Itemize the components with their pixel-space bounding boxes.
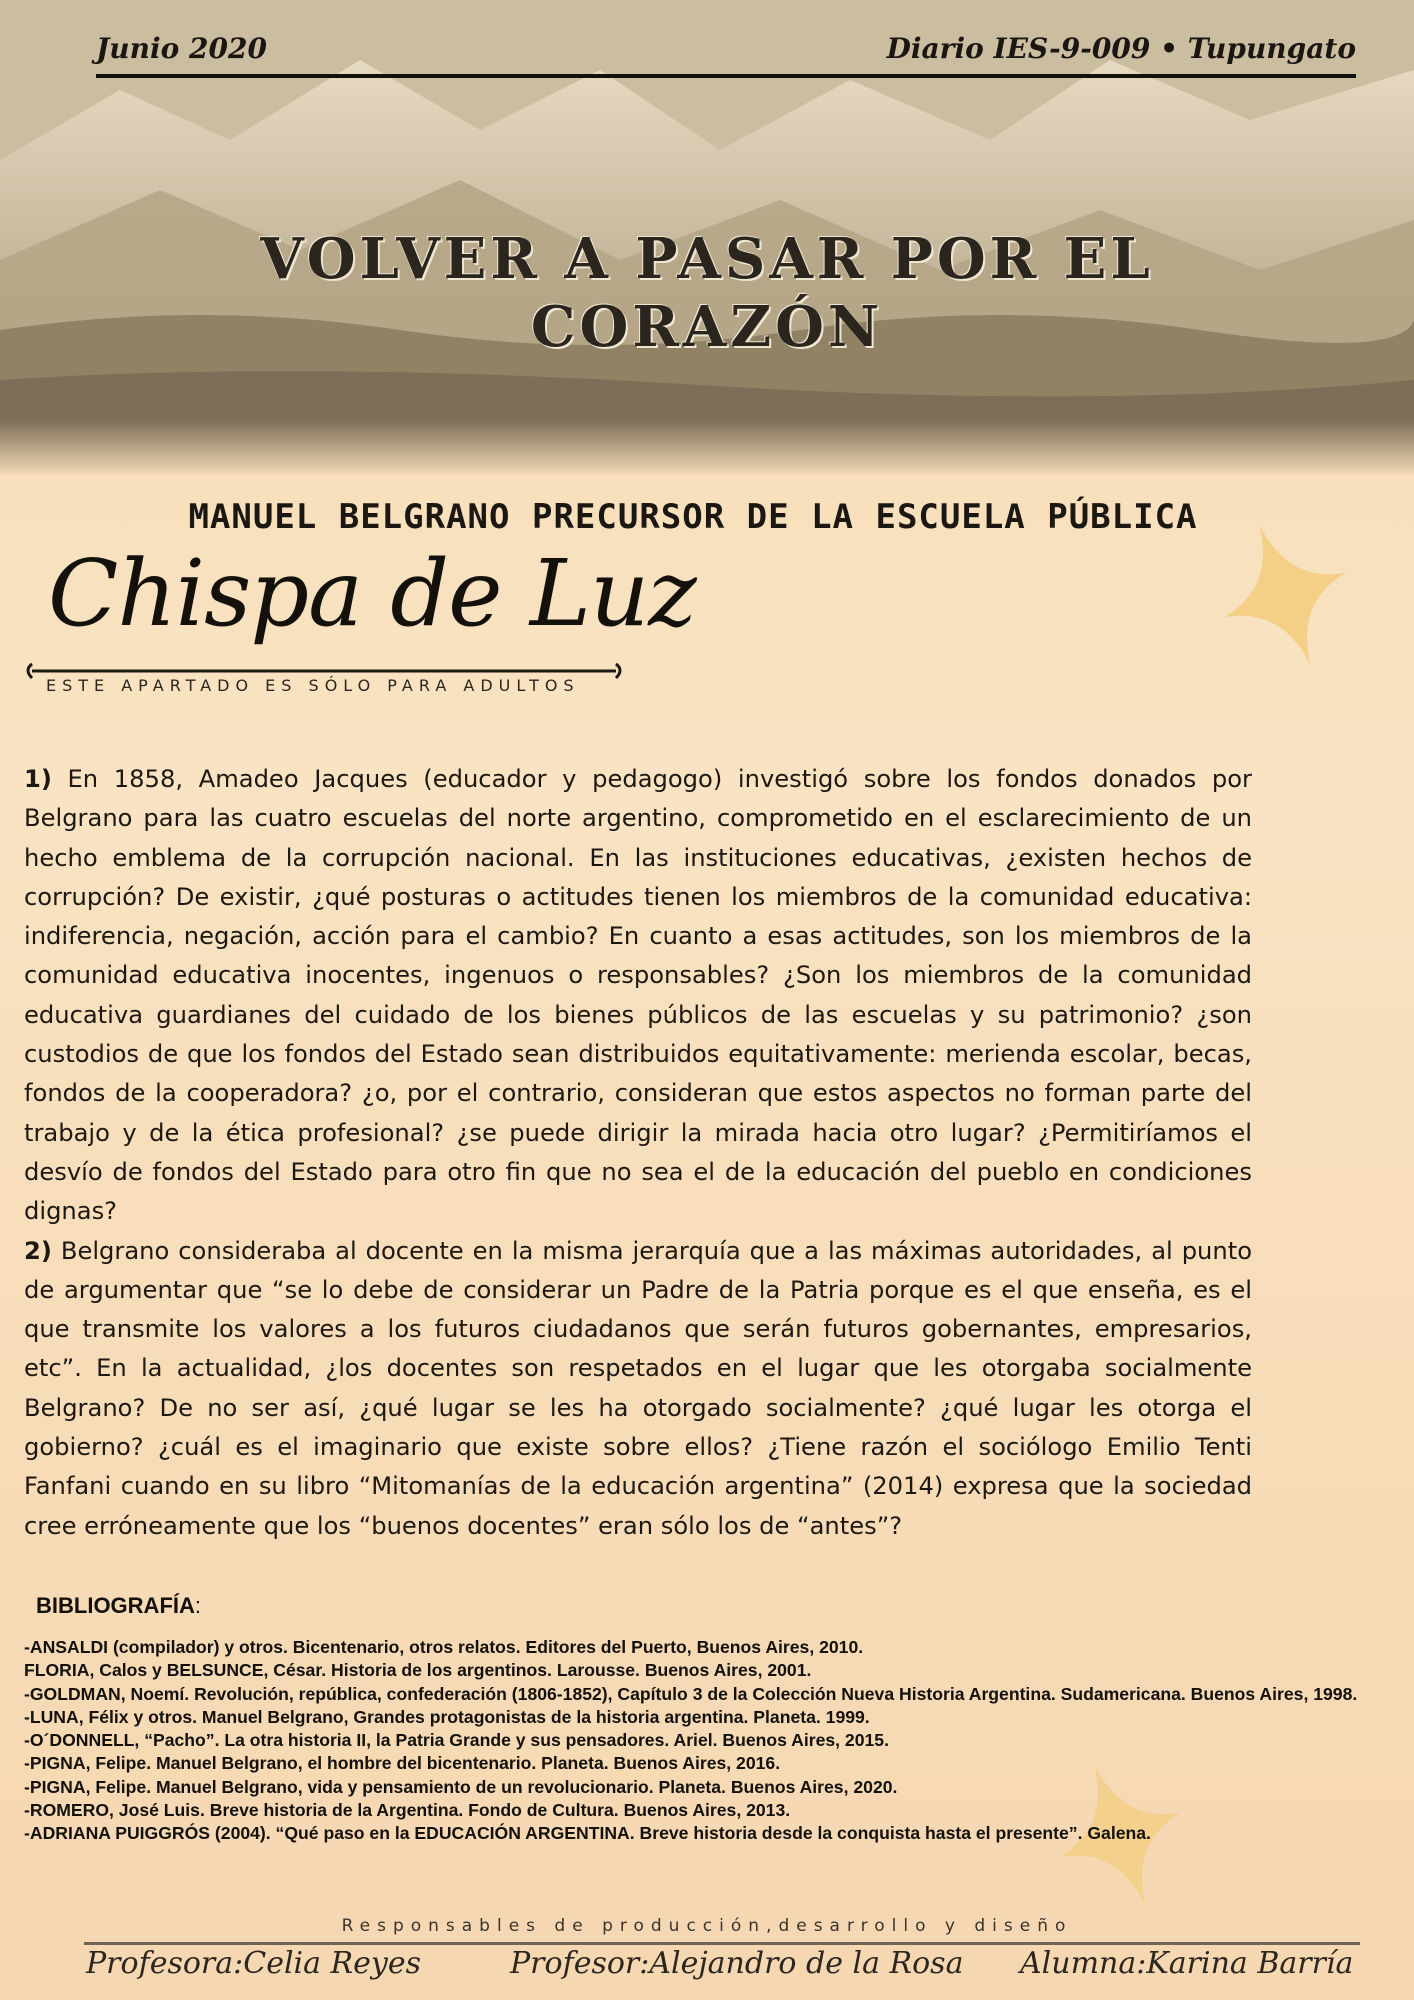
footer-rule (84, 1942, 1360, 1945)
bibliography-entry: -ANSALDI (compilador) y otros. Bicentenario, otros relatos. Editores del Puerto, Buenos Aires, 2010. (24, 1637, 864, 1657)
publication-name: Diario IES-9-009 • Tupungato (886, 32, 1356, 65)
section-subtitle: MANUEL BELGRANO PRECURSOR DE LA ESCUELA PÚBLICA (188, 497, 1198, 537)
sparkle-star-icon (1220, 520, 1350, 670)
credit-profesora: Profesora:Celia Reyes (86, 1946, 421, 1981)
credit-profesor: Profesor:Alejandro de la Rosa (510, 1946, 964, 1981)
credit-alumna: Alumna:Karina Barría (1020, 1946, 1354, 1981)
main-headline (40, 225, 1374, 361)
bibliography-heading (36, 1593, 201, 1619)
question-2 (24, 1232, 1252, 1546)
bibliography-entry: -PIGNA, Felipe. Manuel Belgrano, el hombre del bicentenario. Planeta. Buenos Aires, 2016. (24, 1753, 781, 1774)
question-1 (24, 760, 1252, 1232)
question-number: 2) (24, 1236, 52, 1265)
article-body (24, 760, 1252, 1546)
bibliography-entry: -PIGNA, Felipe. Manuel Belgrano, vida y pensamiento de un revolucionario. Planeta. Buenos Aires, 2020. (24, 1776, 898, 1797)
bibliography-entry: FLORIA, Calos y BELSUNCE, César. Historia de los argentinos. Larousse. Buenos Aires, 2001. (24, 1660, 812, 1681)
bibliography-title: BIBLIOGRAFÍA (36, 1593, 195, 1618)
issue-date: Junio 2020 (96, 32, 267, 65)
bibliography-list (24, 1636, 1406, 1846)
brand-tagline: ESTE APARTADO ES SÓLO PARA ADULTOS (46, 676, 580, 695)
section-brand: Chispa de Luz (48, 540, 696, 647)
bibliography-entry: -GOLDMAN, Noemí. Revolución, república, confederación (1806-1852), Capítulo 3 de la Colección Nueva Historia Argentina. Sudamericana. Buenos Aires, 1998. (24, 1683, 1358, 1704)
question-text: En 1858, Amadeo Jacques (educador y pedagogo) investigó sobre los fondos donados por Belgrano para las cuatro escuelas del norte argentino, comprometido en el esclarecimiento de un hecho emblema de la corrupción nacional. En las instituciones educativas, ¿existen hechos de corrupción? De existir, ¿qué posturas o actitudes tienen los miembros de la comunidad educativa: indiferencia, negación, acción para el cambio? En cuanto a esas actitudes, son los miembros de la comunidad educativa inocentes, ingenuos o responsables? ¿Son los miembros de la comunidad educativa guardianes del cuidado de los bienes públicos de las escuelas y su patrimonio? ¿son custodios de que los fondos del Estado sean distribuidos equitativamente: merienda escolar, becas, fondos de la cooperadora? ¿o, por el contrario, consideran que estos aspectos no forman parte del trabajo y de la ética profesional? ¿se puede dirigir la mirada hacia otro lugar? ¿Permitiríamos el desvío de fondos del Estado para otro fin que no sea el de la educación del pueblo en condiciones dignas? (24, 765, 1252, 1226)
headline-line-2: CORAZÓN (530, 294, 884, 360)
header-rule (96, 74, 1356, 78)
question-number: 1) (24, 765, 52, 793)
bibliography-entry: -ROMERO, José Luis. Breve historia de la Argentina. Fondo de Cultura. Buenos Aires, 2013. (24, 1800, 791, 1821)
bibliography-entry: -ADRIANA PUIGGRÓS (2004). “Qué paso en la EDUCACIÓN ARGENTINA. Breve historia desde la conquista hasta el presente”. Galena. (24, 1823, 1151, 1844)
headline-line-1: VOLVER A PASAR POR EL (260, 226, 1154, 292)
credits-heading: Responsables de producción,desarrollo y diseño (341, 1916, 1073, 1936)
bibliography-entry: -LUNA, Félix y otros. Manuel Belgrano, Grandes protagonistas de la historia argentina. Planeta. 1999. (24, 1706, 870, 1727)
question-text: Belgrano consideraba al docente en la misma jerarquía que a las máximas autoridades, al punto de argumentar que “se lo debe de considerar un Padre de la Patria porque es el que enseña, es el que transmite los valores a los futuros ciudadanos que serán futuros gobernantes, empresarios, etc”. En la actualidad, ¿los docentes son respetados en el lugar que les otorgaba socialmente Belgrano? De no ser así, ¿qué lugar se les ha otorgado socialmente? ¿qué lugar les otorga el gobierno? ¿cuál es el imaginario que existe sobre ellos? ¿Tiene razón el sociólogo Emilio Tenti Fanfani cuando en su libro “Mitomanías de la educación argentina” (2014) expresa que la sociedad cree erróneamente que los “buenos docentes” eran sólo los de “antes”? (24, 1236, 1252, 1540)
bibliography-entry: -O´DONNELL, “Pacho”. La otra historia II, la Patria Grande y sus pensadores. Ariel. Buenos Aires, 2015. (24, 1730, 889, 1751)
bibliography-colon: : (194, 1593, 202, 1618)
